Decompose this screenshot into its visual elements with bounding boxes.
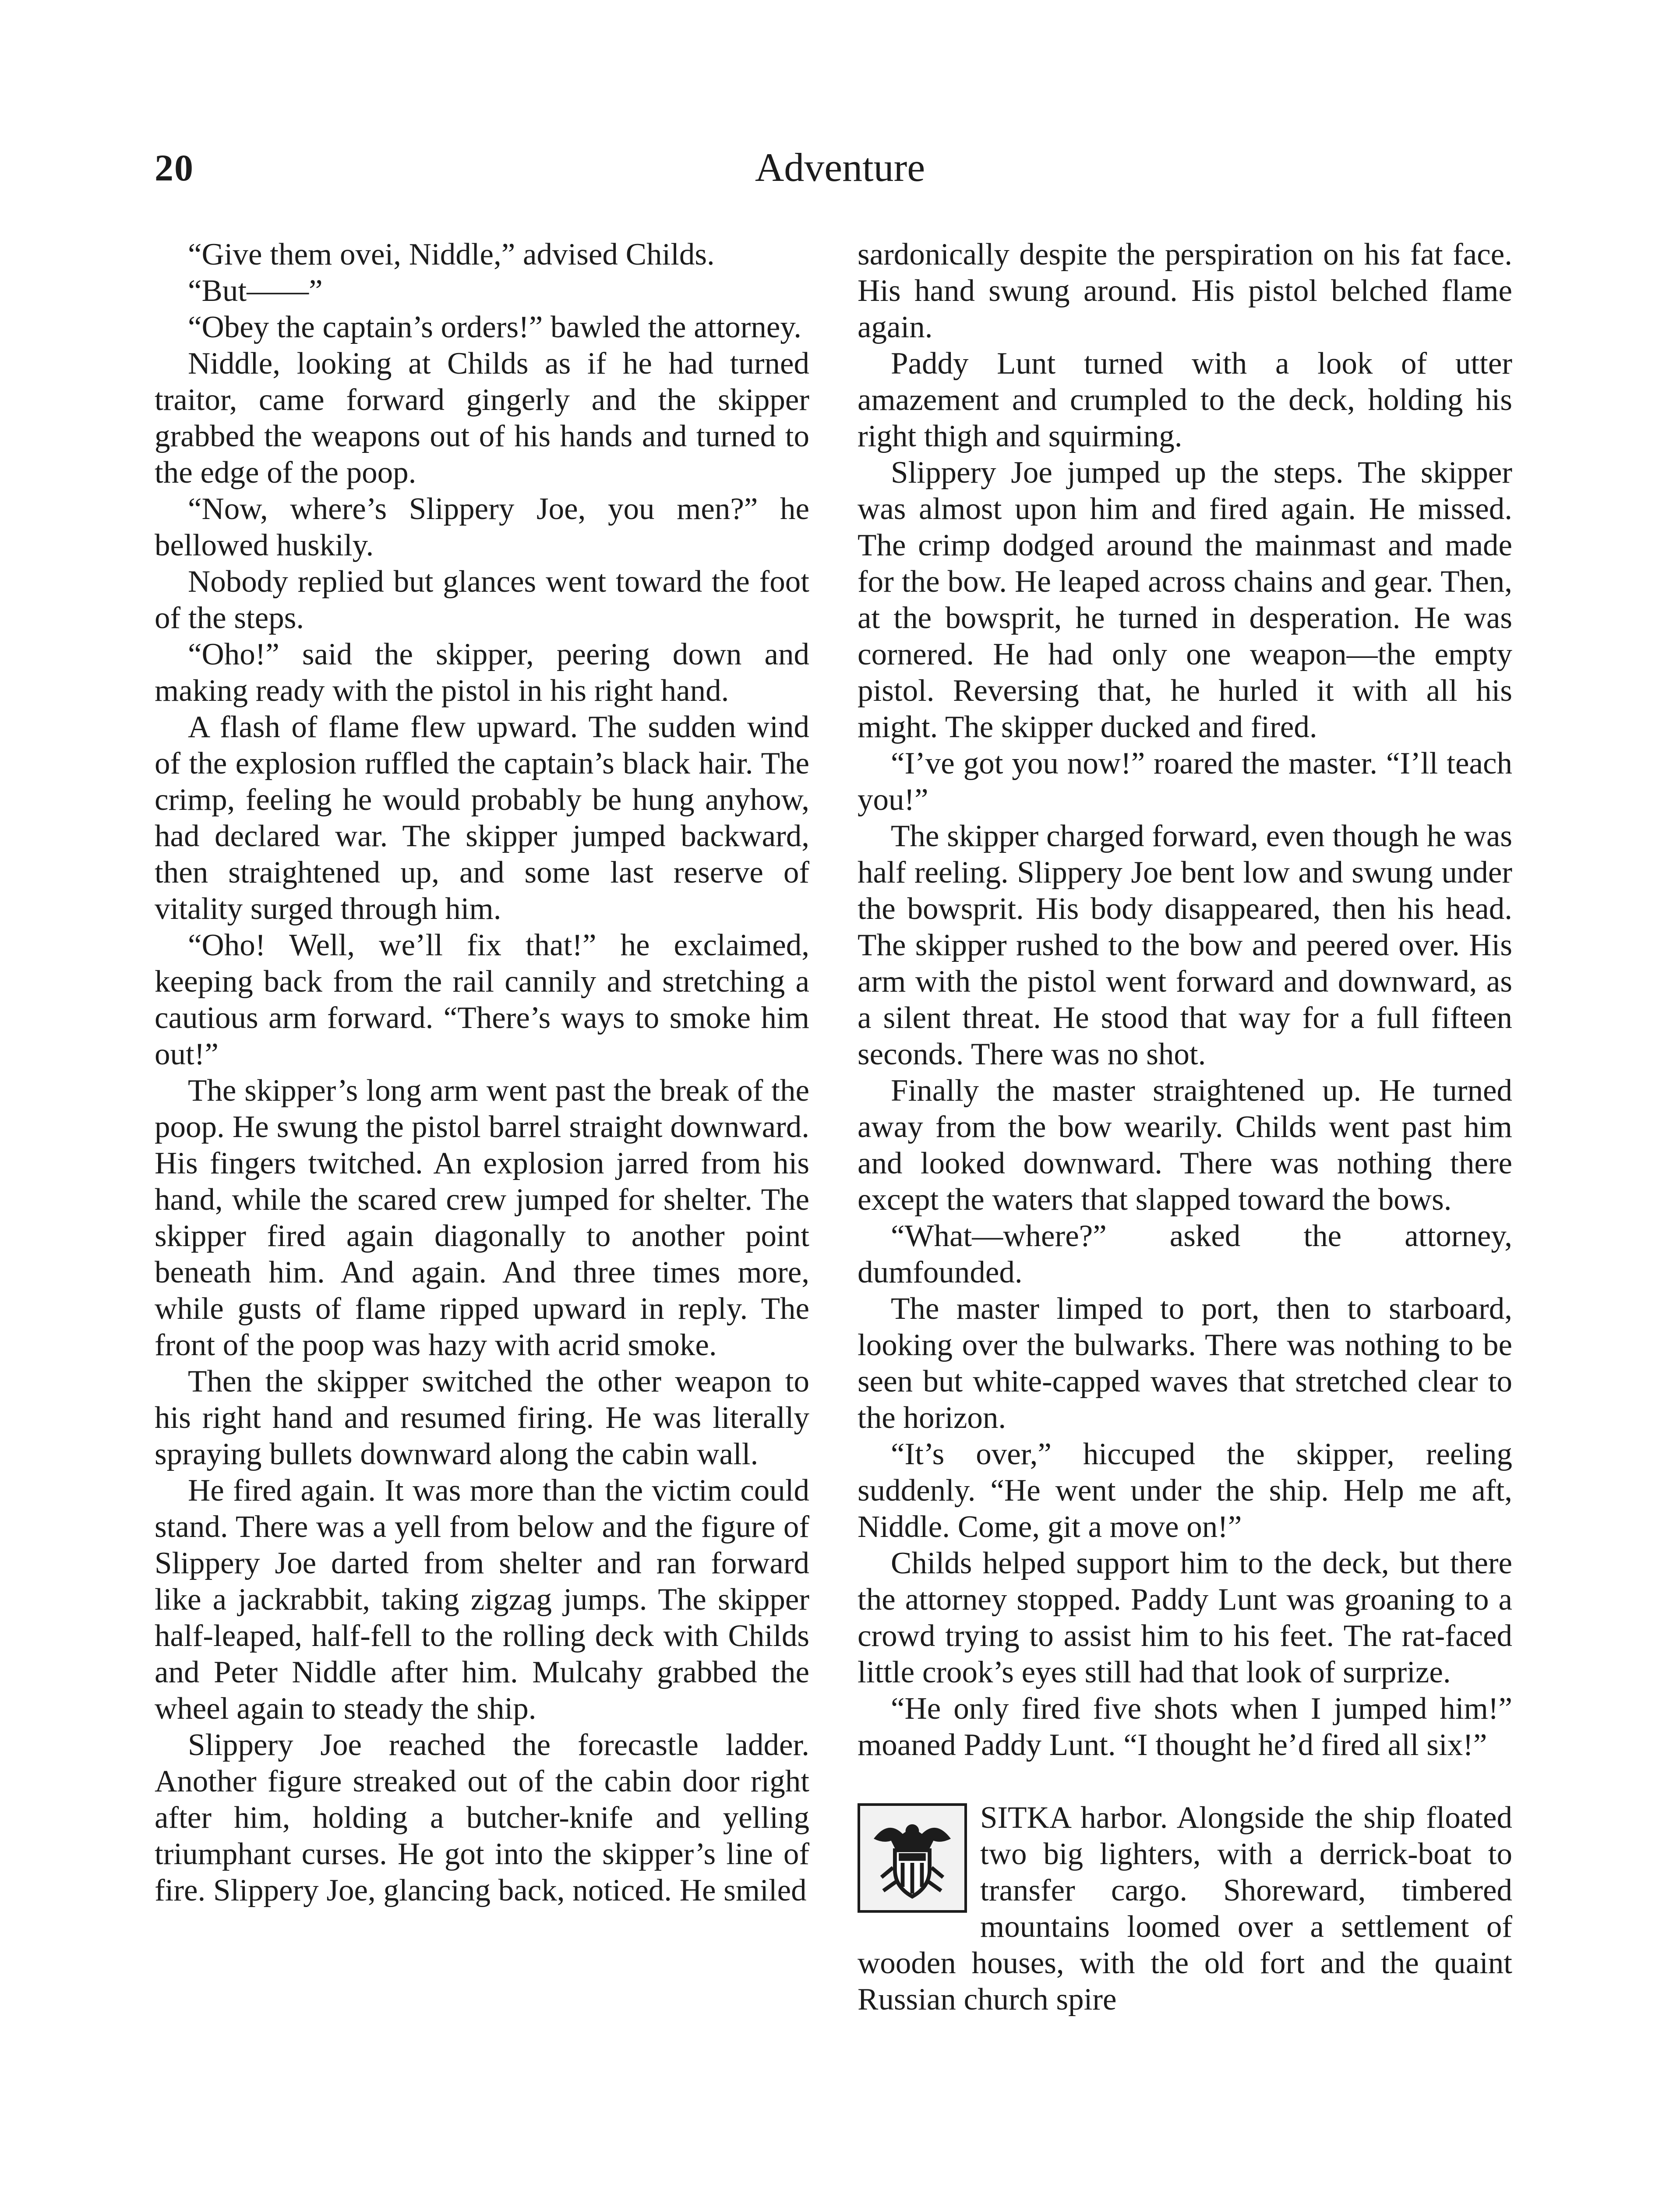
paragraph: “What—where?” asked the attorney, dumfounded. [858, 1219, 1512, 1289]
paragraph: A flash of flame flew upward. The sudden wind of the explosion ruffled the captain’s black hair. The crimp, feeling he would probably be hung anyhow, had declared war. The skipper jumped backward, then straightened up, and some last reserve of vitality surged through him. [155, 710, 809, 926]
paragraph: Childs helped support him to the deck, but there the attorney stopped. Paddy Lunt was groaning to a crowd trying to assist him to his feet. The rat-faced little crook’s eyes still had that look of surprize. [858, 1546, 1512, 1689]
paragraph: “Oho!” said the skipper, peering down and making ready with the pistol in his right hand. [155, 637, 809, 708]
paragraph: “It’s over,” hiccuped the skipper, reeling suddenly. “He went under the ship. Help me aft, Niddle. Come, git a move on!” [858, 1437, 1512, 1544]
eagle-shield-emblem-icon [858, 1803, 967, 1913]
paragraph: Slippery Joe jumped up the steps. The skipper was almost upon him and fired again. He missed. The crimp dodged around the mainmast and made for the bow. He leaped across chains and gear. Then, at the bowsprit, he turned in desperation. He was cornered. He had only one weapon—the empty pistol. Reversing that, he hurled it with all his might. The skipper ducked and fired. [858, 456, 1512, 744]
section-break [858, 1800, 1512, 2018]
paragraph: “Now, where’s Slippery Joe, you men?” he bellowed huskily. [155, 492, 809, 562]
running-head: Adventure [755, 145, 925, 190]
section-opening-paragraph: SITKA harbor. Alongside the ship floated two big lighters, with a derrick-boat to transfer cargo. Shoreward, timbered mountains loomed over a settlement of wooden houses, with the old fort and the quaint Russian church spire [858, 1801, 1512, 2017]
paragraph: Then the skipper switched the other weapon to his right hand and resumed firing. He was literally spraying bullets downward along the cabin wall. [155, 1364, 809, 1471]
paragraph: Nobody replied but glances went toward the foot of the steps. [155, 565, 809, 635]
paragraph: Slippery Joe reached the forecastle ladder. Another figure streaked out of the cabin door right after him, holding a butcher-knife and yelling triumphant curses. He got into the skipper’s line of fire. Slippery Joe, glancing back, noticed. He smiled [155, 1728, 809, 1907]
paragraph: Niddle, looking at Childs as if he had turned traitor, came forward gingerly and the skipper grabbed the weapons out of his hands and turned to the edge of the poop. [155, 346, 809, 490]
paragraph: “Give them ovei, Niddle,” advised Childs. [188, 237, 715, 272]
paragraph: Paddy Lunt turned with a look of utter amazement and crumpled to the deck, holding his right thigh and squirming. [858, 346, 1512, 453]
right-column [858, 237, 1512, 2018]
page-number: 20 [155, 147, 194, 189]
paragraph: The skipper charged forward, even though he was half reeling. Slippery Joe bent low and swung under the bowsprit. His body disappeared, then his head. The skipper rushed to the bow and peered over. His arm with the pistol went forward and downward, as a silent threat. He stood that way for a full fifteen seconds. There was no shot. [858, 819, 1512, 1071]
paragraph: Finally the master straightened up. He turned away from the bow wearily. Childs went past him and looked downward. There was nothing there except the waters that slapped toward the bows. [858, 1074, 1512, 1217]
continued-paragraph: sardonically despite the perspiration on his fat face. His hand swung around. His pistol belched flame again. [858, 237, 1512, 344]
paragraph: “He only fired five shots when I jumped him!” moaned Paddy Lunt. “I thought he’d fired all six!” [858, 1692, 1512, 1762]
paragraph: He fired again. It was more than the victim could stand. There was a yell from below and the figure of Slippery Joe darted from shelter and ran forward like a jackrabbit, taking zigzag jumps. The skipper half-leaped, half-fell to the rolling deck with Childs and Peter Niddle after him. Mulcahy grabbed the wheel again to steady the ship. [155, 1473, 809, 1726]
paragraph: “Oho! Well, we’ll fix that!” he exclaimed, keeping back from the rail cannily and stretching a cautious arm forward. “There’s ways to smoke him out!” [155, 928, 809, 1071]
left-column [155, 237, 809, 1909]
paragraph: “Obey the captain’s orders!” bawled the attorney. [188, 310, 802, 344]
paragraph: The skipper’s long arm went past the break of the poop. He swung the pistol barrel straight downward. His fingers twitched. An explosion jarred from his hand, while the scared crew jumped for shelter. The skipper fired again diagonally to another point beneath him. And again. And three times more, while gusts of flame ripped upward in reply. The front of the poop was hazy with acrid smoke. [155, 1074, 809, 1362]
paragraph: The master limped to port, then to starboard, looking over the bulwarks. There was nothing to be seen but white-capped waves that stretched clear to the horizon. [858, 1292, 1512, 1435]
paragraph: “But——” [188, 274, 323, 308]
paragraph: “I’ve got you now!” roared the master. “I’ll teach you!” [858, 746, 1512, 817]
